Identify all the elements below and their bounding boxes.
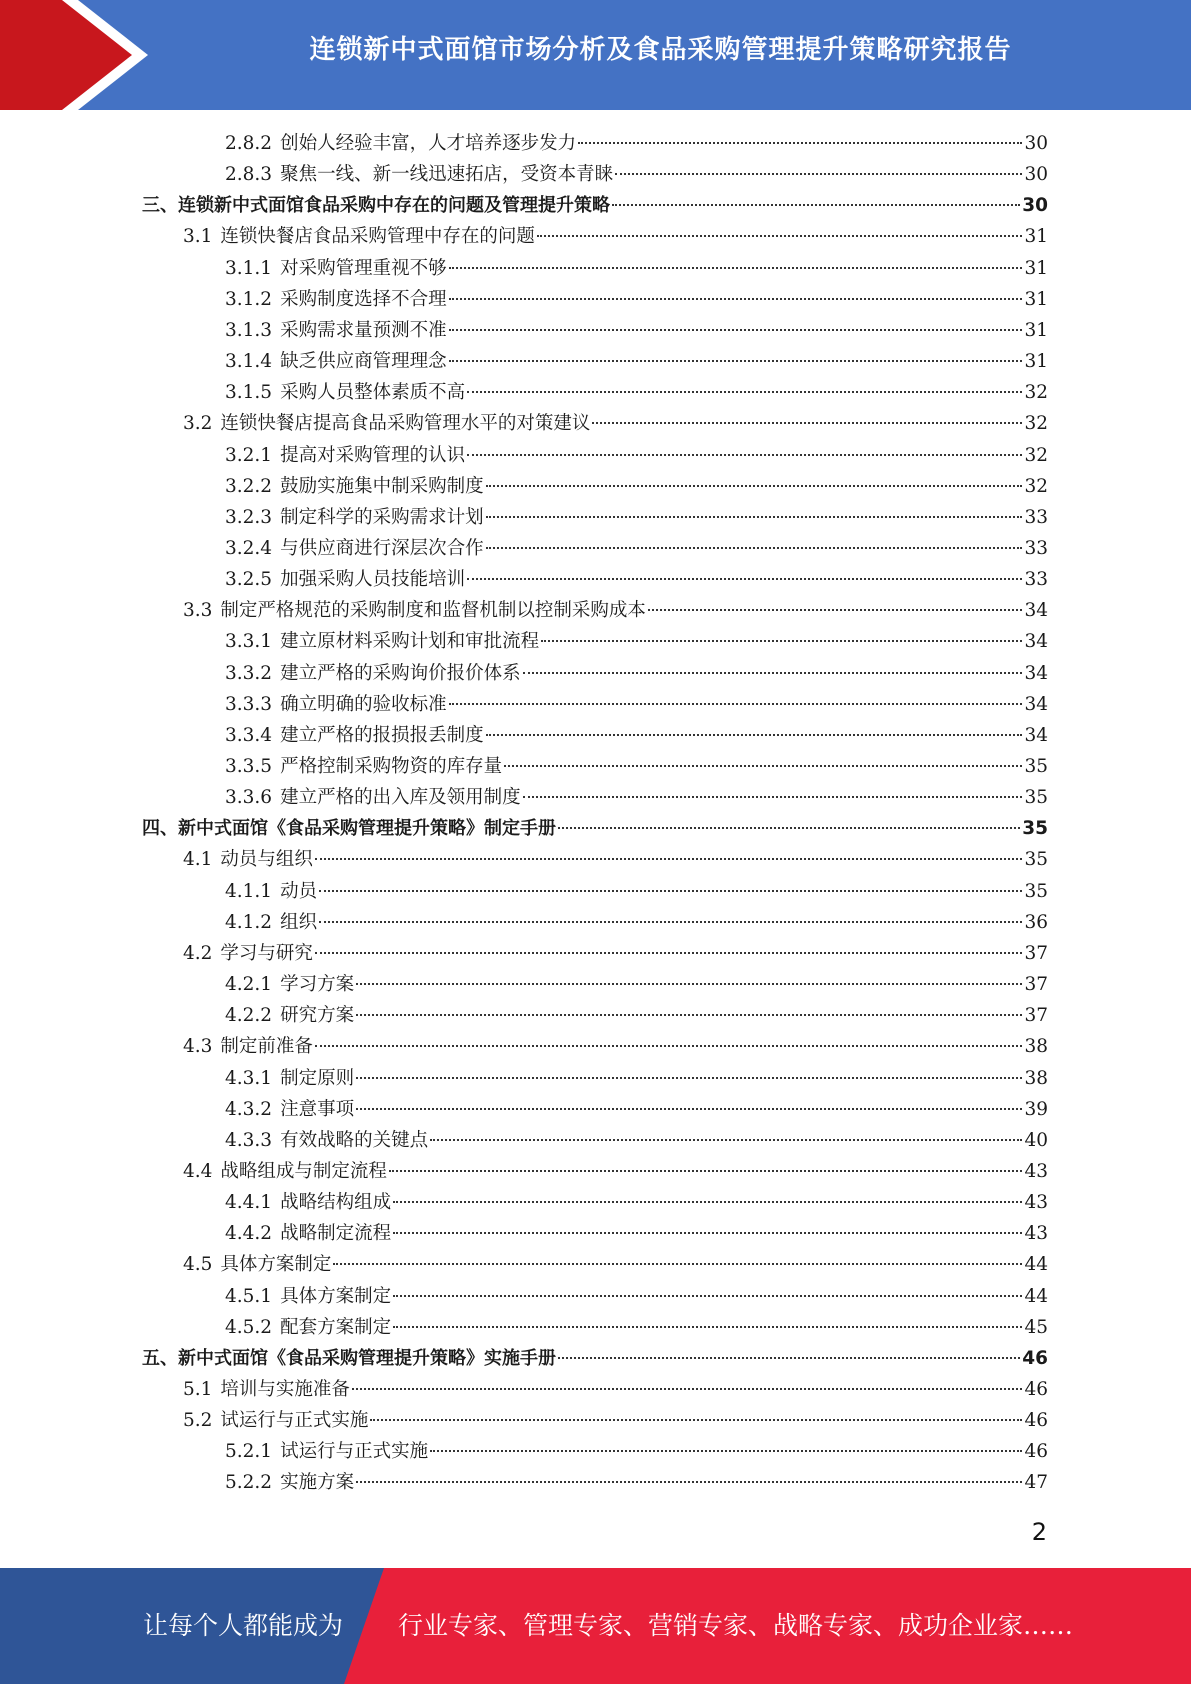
toc-entry-page: 33 [1024,569,1048,591]
toc-entry-number: 4.4.1 [225,1192,273,1214]
toc-dot-leader [467,578,1022,580]
toc-entry-number: 4.5.2 [225,1316,273,1338]
toc-entry-page: 32 [1024,444,1048,466]
toc-entry[interactable] [225,1094,1048,1125]
toc-entry-page: 31 [1024,319,1048,341]
footer-slogan-left: 让每个人都能成为 [143,1611,344,1640]
toc-entry-number: 4.2 [183,942,213,964]
toc-entry[interactable] [225,751,1048,782]
toc-dot-leader [356,983,1022,985]
toc-entry-title: 研究方案 [280,1005,355,1027]
toc-entry-page: 37 [1024,1005,1048,1027]
toc-dot-leader [592,422,1022,424]
toc-entry-page: 46 [1022,1347,1048,1369]
toc-dot-leader [315,1045,1023,1047]
toc-entry-page: 31 [1024,351,1048,373]
toc-entry[interactable] [225,1187,1048,1218]
toc-entry-page: 30 [1022,195,1048,217]
toc-entry-title: 四、新中式面馆《食品采购管理提升策略》制定手册 [142,818,556,840]
toc-dot-leader [449,298,1023,300]
toc-entry-page: 35 [1024,849,1048,871]
toc-entry-number: 5.1 [183,1379,213,1400]
toc-entry-page: 35 [1024,787,1048,809]
toc-dot-leader [356,1108,1022,1110]
toc-entry[interactable] [225,284,1048,315]
toc-entry-number: 4.1 [183,849,213,871]
toc-entry-page: 35 [1024,880,1048,902]
toc-entry[interactable] [225,1312,1048,1343]
toc-entry-number: 3.2.3 [225,506,273,528]
toc-entry-page: 31 [1024,257,1048,279]
toc-entry-number: 3.1.2 [225,288,273,310]
toc-entry-page: 32 [1024,382,1048,404]
toc-entry-number: 3.3.2 [225,662,273,684]
report-title: 连锁新中式面馆市场分析及食品采购管理提升策略研究报告 [309,35,1012,65]
toc-entry-number: 3.2.4 [225,537,273,559]
toc-entry-number: 2.8.3 [225,164,273,186]
toc-entry[interactable] [142,190,1048,221]
toc-dot-leader [319,921,1022,923]
toc-entry-page: 43 [1024,1223,1048,1245]
toc-entry-title: 注意事项 [280,1098,355,1120]
toc-entry-page: 43 [1024,1160,1048,1182]
toc-dot-leader [352,1388,1023,1390]
toc-entry[interactable] [225,1125,1048,1156]
toc-entry[interactable] [225,876,1048,907]
toc-dot-leader [467,391,1022,393]
toc-entry-title: 制定原则 [280,1067,355,1089]
toc-entry-page: 32 [1024,413,1048,435]
toc-dot-leader [523,672,1023,674]
toc-entry-title: 建立严格的采购询价报价体系 [280,662,521,684]
toc-entry[interactable] [183,1249,1048,1280]
toc-entry-page: 46 [1024,1379,1048,1400]
toc-entry[interactable] [183,938,1048,969]
toc-entry-page: 47 [1024,1472,1048,1494]
toc-entry-number: 4.2.2 [225,1005,273,1027]
toc-entry-page: 39 [1024,1098,1048,1120]
toc-entry-page: 35 [1024,756,1048,777]
toc-dot-leader [523,796,1023,798]
toc-entry-title: 有效战略的关键点 [280,1129,429,1151]
toc-entry-page: 31 [1024,226,1048,248]
toc-entry-page: 34 [1024,693,1048,715]
toc-entry-number: 4.4.2 [225,1223,273,1245]
toc-entry-title: 创始人经验丰富，人才培养逐步发力 [280,133,577,154]
toc-entry[interactable] [225,253,1048,284]
toc-entry[interactable] [225,1467,1048,1498]
toc-dot-leader [389,1170,1023,1172]
toc-entry-page: 34 [1024,600,1048,622]
toc-dot-leader [486,485,1023,487]
toc-dot-leader [486,516,1023,518]
toc-entry-number: 4.4 [183,1160,213,1182]
toc-dot-leader [648,609,1023,611]
toc-entry-title: 战略组成与制定流程 [220,1160,387,1182]
toc-entry-title: 缺乏供应商管理理念 [280,351,447,373]
toc-entry-title: 实施方案 [280,1472,355,1494]
toc-dot-leader [430,1450,1022,1452]
toc-entry-page: 43 [1024,1192,1048,1214]
toc-entry-number: 3.2.2 [225,475,273,497]
toc-entry-number: 3.1.1 [225,257,273,279]
toc-entry-page: 40 [1024,1129,1048,1151]
toc-entry-title: 三、连锁新中式面馆食品采购中存在的问题及管理提升策略 [142,195,610,217]
toc-entry-title: 建立严格的出入库及领用制度 [280,787,521,809]
toc-dot-leader [612,204,1020,206]
toc-dot-leader [467,454,1022,456]
toc-entry-number: 4.3 [183,1036,213,1058]
toc-entry-title: 制定前准备 [220,1036,313,1058]
toc-entry[interactable] [225,907,1048,938]
toc-entry-number: 5.2.1 [225,1441,273,1463]
toc-entry-number: 4.1.2 [225,911,273,933]
toc-entry[interactable] [225,626,1048,657]
footer-slogan-right: 行业专家、管理专家、营销专家、战略专家、成功企业家…… [398,1611,1074,1640]
toc-entry-title: 具体方案制定 [220,1254,332,1276]
toc-entry-title: 建立严格的报损报丢制度 [280,724,484,746]
toc-entry-title: 五、新中式面馆《食品采购管理提升策略》实施手册 [142,1347,556,1369]
toc-dot-leader [449,703,1023,705]
toc-dot-leader [315,952,1023,954]
toc-entry[interactable] [183,221,1048,252]
toc-entry-title: 制定科学的采购需求计划 [280,506,484,528]
toc-entry-number: 3.3.1 [225,631,273,653]
toc-entry[interactable] [225,502,1048,533]
toc-dot-leader [393,1201,1022,1203]
toc-entry[interactable] [225,1218,1048,1249]
toc-dot-leader [430,1139,1022,1141]
toc-entry-number: 3.3.3 [225,693,273,715]
toc-entry-number: 3.1 [183,226,213,248]
toc-entry-number: 3.2.5 [225,569,273,591]
toc-entry-title: 动员 [280,880,318,902]
toc-entry-page: 34 [1024,662,1048,684]
toc-entry-number: 3.1.5 [225,382,273,404]
toc-dot-leader [393,1232,1022,1234]
toc-entry[interactable] [183,844,1048,875]
toc-dot-leader [486,547,1023,549]
toc-entry-title: 组织 [280,911,318,933]
toc-dot-leader [449,329,1023,331]
toc-entry-number: 5.2.2 [225,1472,273,1494]
toc-entry[interactable] [142,813,1048,844]
toc-entry[interactable] [183,595,1048,626]
toc-dot-leader [356,1014,1022,1016]
toc-entry-title: 加强采购人员技能培训 [280,569,466,591]
toc-entry-number: 3.2 [183,413,213,435]
toc-entry-title: 培训与实施准备 [220,1379,350,1400]
toc-entry-number: 5.2 [183,1410,213,1432]
toc-entry-title: 配套方案制定 [280,1316,392,1338]
toc-entry[interactable] [225,1436,1048,1467]
toc-dot-leader [333,1263,1022,1265]
toc-entry-page: 33 [1024,506,1048,528]
toc-dot-leader [486,734,1023,736]
page-footer [0,1568,1191,1684]
toc-dot-leader [558,1357,1020,1359]
toc-entry-number: 3.3.4 [225,724,273,746]
toc-entry[interactable] [225,440,1048,471]
toc-dot-leader [537,235,1023,237]
toc-entry-number: 4.1.1 [225,880,273,902]
toc-dot-leader [356,1077,1022,1079]
toc-entry-page: 34 [1024,631,1048,653]
toc-entry-page: 31 [1024,288,1048,310]
toc-entry[interactable] [225,1281,1048,1312]
toc-dot-leader [319,890,1022,892]
toc-entry-number: 3.3.6 [225,787,273,809]
toc-entry-page: 38 [1024,1067,1048,1089]
toc-entry[interactable] [225,1063,1048,1094]
toc-dot-leader [315,858,1023,860]
toc-entry-number: 4.5 [183,1254,213,1276]
toc-entry-number: 3.2.1 [225,444,273,466]
toc-dot-leader [370,1419,1022,1421]
toc-entry-page: 34 [1024,724,1048,746]
toc-entry-page: 35 [1022,818,1048,840]
toc-entry-page: 46 [1024,1441,1048,1463]
toc-entry-title: 对采购管理重视不够 [280,257,447,279]
toc-dot-leader [504,765,1022,767]
toc-entry-number: 2.8.2 [225,133,273,154]
toc-entry[interactable] [183,408,1048,439]
toc-entry[interactable] [225,564,1048,595]
toc-entry[interactable] [183,1031,1048,1062]
toc-entry-title: 试运行与正式实施 [280,1441,429,1463]
toc-entry-title: 鼓励实施集中制采购制度 [280,475,484,497]
toc-entry[interactable] [225,782,1048,813]
toc-entry-page: 46 [1024,1410,1048,1432]
toc-entry-title: 严格控制采购物资的库存量 [280,756,503,777]
toc-entry[interactable] [142,1343,1048,1374]
toc-entry-number: 3.3 [183,600,213,622]
toc-entry[interactable] [225,346,1048,377]
toc-entry-number: 4.2.1 [225,974,273,996]
toc-entry-title: 连锁快餐店提高食品采购管理水平的对策建议 [220,413,591,435]
toc-entry[interactable] [225,315,1048,346]
toc-entry[interactable] [183,1156,1048,1187]
toc-entry-page: 33 [1024,537,1048,559]
toc-entry[interactable] [225,377,1048,408]
toc-entry-title: 采购人员整体素质不高 [280,382,466,404]
toc-dot-leader [449,267,1023,269]
toc-entry[interactable] [183,1405,1048,1436]
toc-entry-number: 3.3.5 [225,756,273,777]
toc-entry-number: 3.1.3 [225,319,273,341]
toc-entry-page: 30 [1024,133,1048,154]
toc-dot-leader [356,1481,1022,1483]
toc-entry-title: 学习方案 [280,974,355,996]
toc-entry[interactable] [225,720,1048,751]
toc-entry-title: 提高对采购管理的认识 [280,444,466,466]
toc-entry-page: 36 [1024,911,1048,933]
toc-entry[interactable] [225,159,1048,190]
toc-dot-leader [393,1326,1022,1328]
toc-dot-leader [615,173,1022,175]
header-arrow-decoration [0,0,160,110]
toc-entry-title: 战略制定流程 [280,1223,392,1245]
toc-entry-page: 45 [1024,1316,1048,1338]
toc-entry-title: 学习与研究 [220,942,313,964]
toc-entry-title: 制定严格规范的采购制度和监督机制以控制采购成本 [220,600,646,622]
toc-entry-title: 战略结构组成 [280,1192,392,1214]
toc-entry-title: 建立原材料采购计划和审批流程 [280,631,540,653]
toc-entry[interactable] [225,1000,1048,1031]
toc-entry[interactable] [225,471,1048,502]
toc-entry[interactable] [183,1374,1048,1405]
toc-entry-title: 确立明确的验收标准 [280,693,447,715]
toc-entry-page: 44 [1024,1285,1048,1307]
toc-entry-number: 4.5.1 [225,1285,273,1307]
toc-entry-page: 38 [1024,1036,1048,1058]
page-header [0,0,1191,110]
toc-entry-number: 3.1.4 [225,351,273,373]
toc-entry[interactable] [225,533,1048,564]
toc-entry[interactable] [225,658,1048,689]
toc-dot-leader [558,827,1020,829]
toc-entry-number: 4.3.2 [225,1098,273,1120]
toc-entry-title: 动员与组织 [220,849,313,871]
toc-entry-page: 37 [1024,942,1048,964]
toc-entry-title: 试运行与正式实施 [220,1410,369,1432]
toc-entry-page: 32 [1024,475,1048,497]
toc-entry-title: 与供应商进行深层次合作 [280,537,484,559]
toc-entry-page: 44 [1024,1254,1048,1276]
toc-dot-leader [449,360,1023,362]
toc-entry-title: 采购制度选择不合理 [280,288,447,310]
toc-entry[interactable] [225,128,1048,159]
toc-entry[interactable] [225,969,1048,1000]
toc-dot-leader [578,142,1022,144]
toc-entry-number: 4.3.3 [225,1129,273,1151]
toc-dot-leader [541,640,1022,642]
toc-dot-leader [393,1295,1022,1297]
toc-entry[interactable] [225,689,1048,720]
toc-entry-title: 连锁快餐店食品采购管理中存在的问题 [220,226,535,248]
toc-entry-page: 37 [1024,974,1048,996]
toc-entry-number: 4.3.1 [225,1067,273,1089]
toc-entry-title: 采购需求量预测不准 [280,319,447,341]
toc-entry-page: 30 [1024,164,1048,186]
toc-entry-title: 具体方案制定 [280,1285,392,1307]
page-number: 2 [1031,1518,1047,1546]
toc-entry-title: 聚焦一线、新一线迅速拓店，受资本青睐 [280,164,614,186]
